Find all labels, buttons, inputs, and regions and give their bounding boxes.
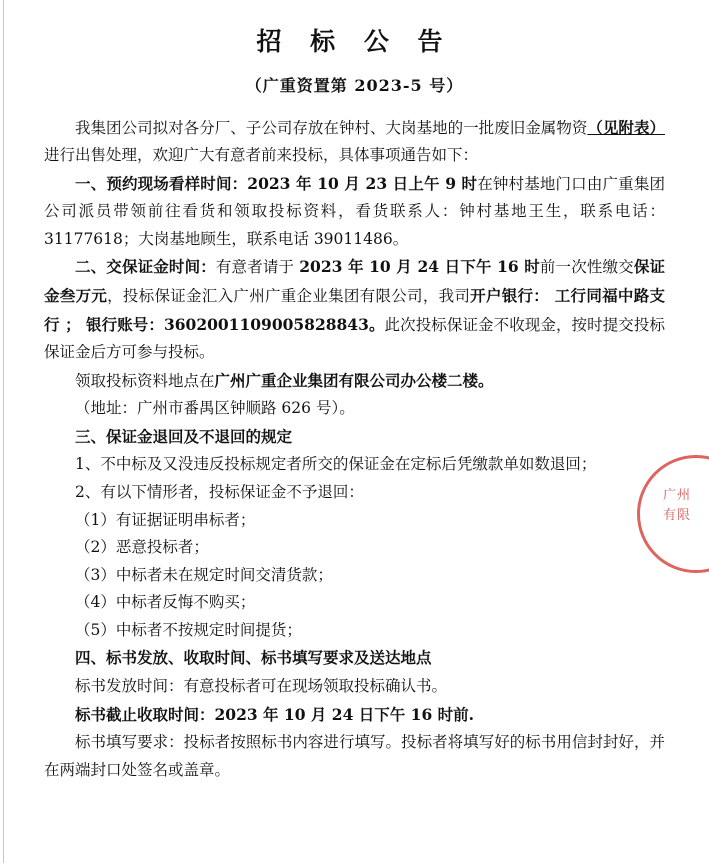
- text-run: 有意者请于: [215, 258, 300, 277]
- text-run: （4）中标者反悔不购买；: [75, 593, 256, 612]
- paragraph-item-3-2: [44, 479, 665, 507]
- text-run: 2、有以下情形者，投标保证金不予退回：: [75, 483, 364, 502]
- text-run: （1）有证据证明串标者；: [75, 510, 256, 529]
- paragraph-item-1: [44, 170, 665, 254]
- text-run: 此次投标保证金不收现金，按时提交投标保证金后方可参与投标。: [44, 315, 665, 362]
- text-run: 三、保证金退回及不退回的规定: [75, 426, 293, 446]
- text-run: 标书填写要求：投标者按照标书内容进行填写。投标者将填写好的标书用信封封好，并在两端封口处签名或盖章。: [44, 733, 665, 779]
- text-run: 四、标书发放、收取时间、标书填写要求及送达地点: [75, 648, 432, 668]
- text-run: （3）中标者未在规定时间交清货款；: [75, 565, 333, 584]
- text-run: 二、交保证金时间：: [75, 257, 216, 277]
- text-run: 保证金叁万元: [44, 257, 665, 305]
- paragraph-item-3-1: [44, 451, 665, 479]
- document-body: [44, 114, 665, 785]
- paragraph-item-2-addr: [44, 367, 665, 396]
- text-run: 进行出售处理，欢迎广大有意者前来投标，具体事项通告如下：: [44, 146, 479, 165]
- text-run: 开户银行： 工行同福中路支行 ； 银行账号：3602001109005828843。: [44, 285, 665, 334]
- document-number: （广重资置第 2023-5 号）: [245, 75, 464, 95]
- page-edge-rule: [3, 0, 4, 863]
- text-run: （见附表）: [587, 117, 665, 137]
- paragraph-intro: [44, 114, 665, 170]
- paragraph-item-2: [44, 253, 665, 366]
- text-run: 标书发放时间：有意投标者可在现场领取投标确认书。: [75, 677, 448, 696]
- page-title: 招 标 公 告: [256, 27, 453, 56]
- text-run: 2023 年 10 月 23 日上午 9 时: [247, 173, 478, 193]
- text-run: （2）恶意投标者；: [75, 538, 209, 557]
- text-run: 领取投标资料地点在: [75, 371, 215, 390]
- paragraph-item-4-3: [44, 729, 665, 784]
- text-run: 标书截止收取时间：2023 年 10 月 24 日下午 16 时前.: [75, 704, 475, 724]
- text-run: 1、不中标及又没违反投标规定者所交的保证金在定标后凭缴款单如数退回；: [75, 455, 597, 474]
- paragraph-item-4-1: [44, 673, 665, 701]
- text-run: （5）中标者不按规定时间提货；: [75, 620, 302, 639]
- paragraph-item-3: [44, 423, 665, 452]
- text-run: 我集团公司拟对各分厂、子公司存放在钟村、大岗基地的一批废旧金属物资: [75, 118, 588, 137]
- text-run: 广州广重企业集团有限公司办公楼二楼。: [214, 370, 494, 390]
- paragraph-item-3-2-5: [44, 617, 665, 645]
- text-run: 在钟村基地门口由广重集团公司派员带领前往看货和领取投标资料，看货联系人：钟村基地王生，联系电话：31177618；大岗基地顾生，联系电话 39011486。: [44, 174, 665, 248]
- text-run: （地址：广州市番禺区钟顺路 626 号）。: [75, 399, 355, 418]
- paragraph-item-3-2-3: [44, 562, 665, 590]
- text-run: 一、预约现场看样时间：: [75, 173, 248, 193]
- paragraph-item-4: [44, 644, 665, 673]
- paragraph-item-2-addr2: [44, 395, 665, 423]
- paragraph-item-4-2: [44, 701, 665, 730]
- paragraph-item-3-2-4: [44, 589, 665, 617]
- paragraph-item-3-2-2: [44, 534, 665, 562]
- paragraph-item-3-2-1: [44, 507, 665, 535]
- seal-text: 广州 有限: [663, 488, 692, 523]
- text-run: 2023 年 10 月 24 日下午 16 时: [299, 257, 540, 277]
- text-run: 前一次性缴交: [539, 258, 634, 277]
- text-run: ，投标保证金汇入广州广重企业集团有限公司，我司: [107, 286, 471, 305]
